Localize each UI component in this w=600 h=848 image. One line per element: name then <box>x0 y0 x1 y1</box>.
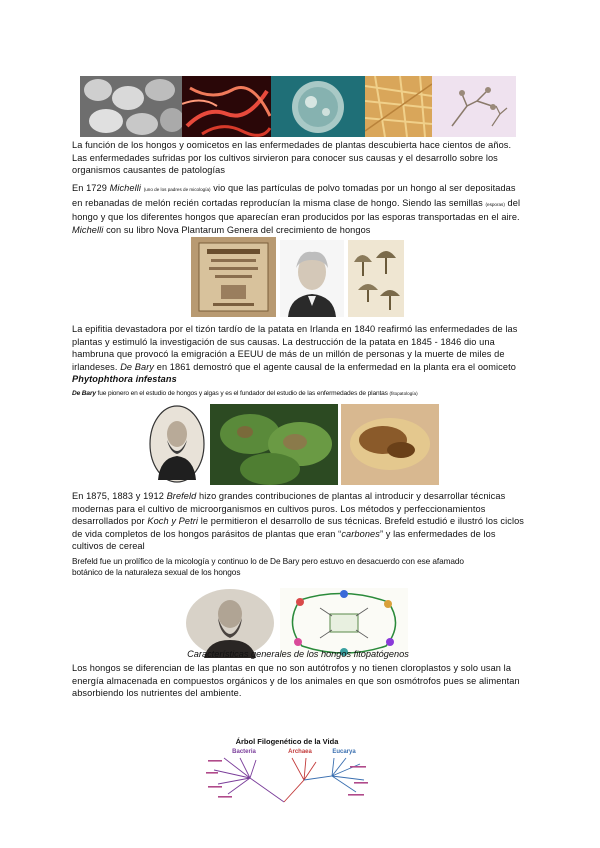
text-segment: con su libro Nova Plantarum Genera del crecimiento de hongos <box>103 224 371 235</box>
tree-label-bacteria: Bacteria <box>232 749 256 755</box>
author-name: Michelli <box>72 224 104 235</box>
footnote-text: (fitopatología) <box>389 391 418 396</box>
paragraph-characteristics: Los hongos se diferencian de las plantas en que no son autótrofos y no tienen cloroplastos y solo usan la energía almacenada en compuestos orgánicos y de los animales en que son osmótrofos pues se alimentan absorbiendo los nutrientes del ambiente. <box>72 663 520 699</box>
tree-label-eukarya: Eucarya <box>332 749 356 755</box>
yellow-mycelium-image <box>365 76 432 137</box>
text-segment: En 1729 <box>72 183 110 193</box>
spores-image <box>80 76 182 137</box>
text-segment: vio que las partículas de polvo tomadas por un hongo al ser depositadas en rebanadas de melón recién cortadas reproducían la misma clase de hongo. Siendo las semillas <box>72 183 516 208</box>
text-segment: ” y las enfermedades de los cultivos de cereal <box>72 528 496 552</box>
paragraph-brefeld <box>72 490 524 553</box>
tree-label-archaea: Archaea <box>288 749 312 755</box>
text-segment: En 1875, 1883 y 1912 <box>72 491 167 501</box>
section-title: Características generales de los hongos fitopatógenos <box>187 649 409 659</box>
author-name: Brefeld <box>166 491 197 501</box>
paragraph-brefeld-debary: Brefeld fue un prolífico de la micología y continuo lo de De Bary pero estuvo en desacuerdo con ese afamado botánico de la naturaleza sexual de los hongos <box>72 556 464 578</box>
species-name: Phytophthora infestans <box>72 374 177 385</box>
author-name: Michelli <box>109 183 142 193</box>
paragraph-de-bary <box>72 388 542 400</box>
mushroom-engraving <box>348 240 404 317</box>
term-text: carbones <box>341 528 380 539</box>
phylogenetic-tree <box>204 736 370 808</box>
tree-title: Árbol Filogenético de la Vida <box>235 737 339 746</box>
de-bary-portrait <box>148 404 206 485</box>
conidiophore-image <box>432 76 516 137</box>
text-segment: La epifitia devastadora por el tizón tardío de la patata en Irlanda en 1840 reafirmó las enfermedades de las plantas y estimuló la investigación de sus causas. La destrucción de la patata en 1845 - 1846 dio una hambruna que provocó la emigración a EEUU de más de un millón de personas y la muerte de miles de irlandeses. <box>72 324 518 372</box>
author-name: De Bary <box>120 361 155 372</box>
text-segment: fue pionero en el estudio de hongos y algas y es el fundador del estudio de las enfermedades de plantas <box>95 390 388 397</box>
blighted-leaves-image <box>210 404 338 485</box>
footnote-text: (esporas) <box>485 201 505 207</box>
book-cover-image <box>191 237 276 317</box>
text-segment: en 1861 demostró que el agente causal de la enfermedad en la planta era el oomiceto <box>154 361 516 372</box>
brefeld-portrait <box>184 588 277 658</box>
text-segment: le permitieron el desarrollo de sus técnicas. Brefeld estudió e ilustró los ciclos de vida completos de los hongos parásitos de plantas que eran “ <box>72 516 525 539</box>
author-name: De Bary <box>72 390 96 397</box>
petri-culture-image <box>271 76 365 137</box>
text-segment: del hongo y que los diferentes hongos que aparecían eran producidos por las esporas transportadas en el aire. <box>72 197 521 223</box>
paragraph-history-intro: La función de los hongos y oomicetos en las enfermedades de plantas descubierta hace cientos de años. Las enfermedades sufridas por los cultivos sirvieron para conocer sus causas y el desarrollo sobre los organismos causantes de patologías <box>72 140 512 176</box>
infected-potato-image <box>341 404 439 485</box>
text-segment: hizo grandes contribuciones de plantas al introducir y desarrollar técnicas modernas para el cultivo de microorganismos en cultivos puros. Los métodos y perfeccionamientos desarrollados por <box>72 491 506 527</box>
author-name: Koch y Petri <box>147 516 199 527</box>
red-hyphae-image <box>182 76 271 137</box>
life-cycle-diagram <box>280 588 408 658</box>
footnote-text: (uno de los padres de micología) <box>143 187 211 192</box>
paragraph-potato-blight <box>72 323 524 386</box>
michelli-portrait <box>280 240 344 317</box>
paragraph-michelli <box>72 182 524 236</box>
